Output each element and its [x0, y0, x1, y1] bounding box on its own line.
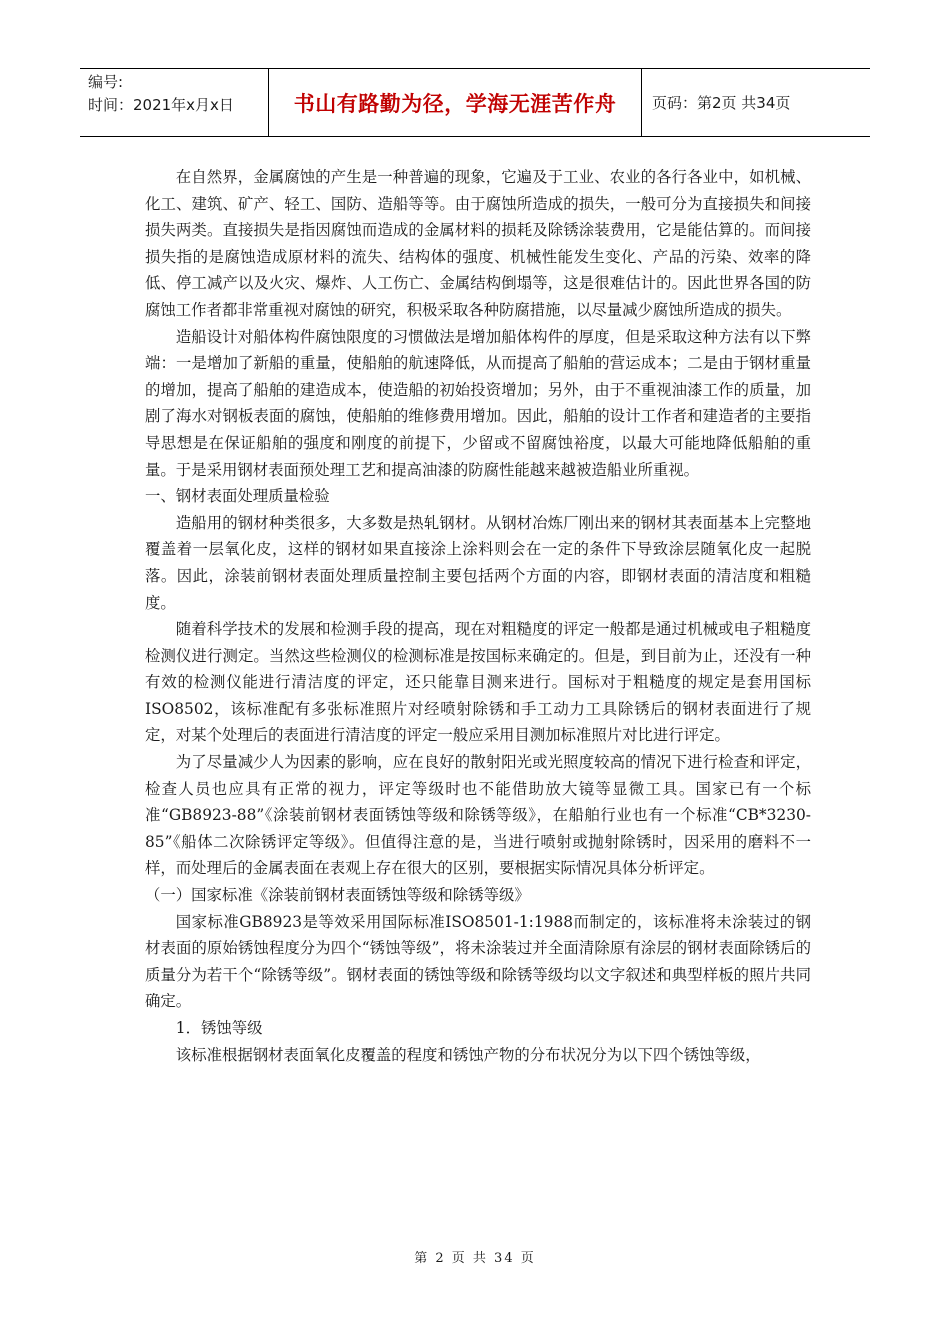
- paragraph-6: 国家标准GB8923是等效采用国际标准ISO8501-1:1988而制定的，该标准将未涂装过的钢材表面的原始锈蚀程度分为四个“锈蚀等级”，将未涂装过并全面清除原有涂层的钢材表面除锈后的质量分为若干个“除锈等级”。钢材表面的锈蚀等级和除锈等级均以文字叙述和典型样板的照片共同确定。: [145, 912, 811, 1011]
- header-page-info: 页码：第2页 共34页: [652, 94, 791, 112]
- paragraph-1: 在自然界，金属腐蚀的产生是一种普遍的现象，它遍及于工业、农业的各行各业中，如机械、化工、建筑、矿产、轻工、国防、造船等等。由于腐蚀所造成的损失，一般可分为直接损失和间接损失两类。直接损失是指因腐蚀而造成的金属材料的损耗及除锈涂装费用，它是能估算的。而间接损失指的是腐蚀造成原材料的流失、结构体的强度、机械性能发生变化、产品的污染、效率的降低、停工减产以及火灾、爆炸、人工伤亡、金属结构倒塌等，这是很难估计的。因此世界各国的防腐蚀工作者都非常重视对腐蚀的研究，积极采取各种防腐措施，以尽量减少腐蚀所造成的损失。: [145, 168, 811, 319]
- document-number-label: 编号:: [88, 73, 124, 91]
- paragraph-4: 随着科学技术的发展和检测手段的提高，现在对粗糙度的评定一般都是通过机械或电子粗糙度检测仪进行测定。当然这些检测仪的检测标准是按国标来确定的。但是，到目前为止，还没有一种有效的检测仪能进行清洁度的评定，还只能靠目测来进行。国标对于粗糙度的规定是套用国标ISO8502，该标准配有多张标准照片对经喷射除锈和手工动力工具除锈后的钢材表面进行了规定，对某个处理后的表面进行清洁度的评定一般应采用目测加标准照片对比进行评定。: [145, 620, 811, 745]
- subsection-heading-1: 1．锈蚀等级: [175, 1019, 263, 1037]
- header-meta-cell: [80, 69, 268, 136]
- page-footer: 第 2 页 共 34 页: [414, 1251, 536, 1266]
- section-heading-2: （一）国家标准《涂装前钢材表面锈蚀等级和除锈等级》: [145, 886, 530, 905]
- document-time-label: 时间：2021年x月x日: [88, 96, 234, 114]
- paragraph-7: 该标准根据钢材表面氧化皮覆盖的程度和锈蚀产物的分布状况分为以下四个锈蚀等级，: [175, 1045, 761, 1064]
- paragraph-5: 为了尽量减少人为因素的影响，应在良好的散射阳光或光照度较高的情况下进行检查和评定，检查人员也应具有正常的视力，评定等级时也不能借助放大镜等显微工具。国家已有一个标准“GB8923-88”《涂装前钢材表面锈蚀等级和除锈等级》，在船舶行业也有一个标准“CB*3230-85”《船体二次除锈评定等级》。但值得注意的是，当进行喷射或抛射除锈时，因采用的磨料不一样，而处理后的金属表面在表观上存在很大的区别，要根据实际情况具体分析评定。: [145, 753, 811, 878]
- paragraph-3: 造船用的钢材种类很多，大多数是热轧钢材。从钢材冶炼厂刚出来的钢材其表面基本上完整地覆盖着一层氧化皮，这样的钢材如果直接涂上涂料则会在一定的条件下导致涂层随氧化皮一起脱落。因此，涂装前钢材表面处理质量控制主要包括两个方面的内容，即钢材表面的清洁度和粗糙度。: [145, 513, 811, 612]
- section-heading-1: 一、钢材表面处理质量检验: [145, 487, 330, 506]
- document-header: [80, 68, 870, 137]
- paragraph-2: 造船设计对船体构件腐蚀限度的习惯做法是增加船体构件的厚度，但是采取这种方法有以下弊端：一是增加了新船的重量，使船舶的航速降低，从而提高了船舶的营运成本；二是由于钢材重量的增加，提高了船舶的建造成本，使造船的初始投资增加；另外，由于不重视油漆工作的质量，加剧了海水对钢板表面的腐蚀，使船舶的维修费用增加。因此，船舶的设计工作者和建造者的主要指导思想是在保证船舶的强度和刚度的前提下，少留或不留腐蚀裕度，以最大可能地降低船舶的重量。于是采用钢材表面预处理工艺和提高油漆的防腐性能越来越被造船业所重视。: [145, 327, 811, 479]
- document-body: [145, 164, 811, 1068]
- header-motto: 书山有路勤为径，学海无涯苦作舟: [268, 69, 642, 136]
